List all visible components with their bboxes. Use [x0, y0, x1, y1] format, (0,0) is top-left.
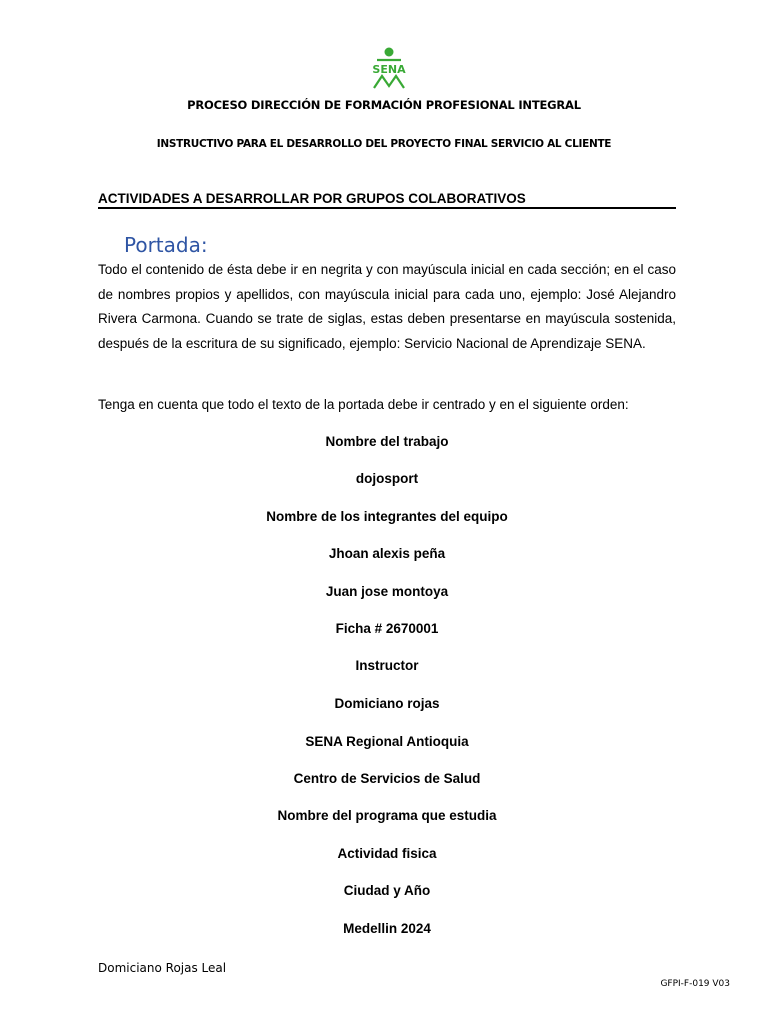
cover-line: Instructor: [355, 658, 419, 673]
svg-text:SENA: SENA: [372, 63, 406, 76]
instructivo-header: INSTRUCTIVO PARA EL DESARROLLO DEL PROYECTO FINAL SERVICIO AL CLIENTE: [156, 138, 612, 150]
process-header: PROCESO DIRECCIÓN DE FORMACIÓN PROFESIONAL INTEGRAL: [187, 98, 581, 112]
cover-line: Nombre de los integrantes del equipo: [266, 509, 508, 524]
cover-line: Nombre del trabajo: [325, 434, 449, 449]
portada-heading: Portada:: [124, 233, 208, 257]
cover-line: Nombre del programa que estudia: [277, 808, 497, 823]
cover-line: Actividad fisica: [337, 846, 437, 861]
sena-logo: [366, 46, 412, 90]
cover-line: Jhoan alexis peña: [328, 546, 446, 561]
cover-line: Ciudad y Año: [343, 883, 431, 898]
cover-line: Juan jose montoya: [325, 584, 449, 599]
footer-code: GFPI-F-019 V03: [660, 979, 730, 989]
portada-paragraph: Todo el contenido de ésta debe ir en negrita y con mayúscula inicial en cada sección; en el caso de nombres propios y apellidos, con mayúscula inicial para cada uno, ejemplo: José Alejandro Rivera Carmona. Cuando se trate de siglas, estas deben presentarse en mayúscula sostenida, después de la escritura de su significado, ejemplo: Servicio Nacional de Aprendizaje SENA.: [98, 262, 676, 351]
cover-line: Centro de Servicios de Salud: [293, 771, 481, 786]
cover-line: Medellin 2024: [343, 921, 431, 936]
footer-author: Domiciano Rojas Leal: [98, 961, 227, 975]
cover-line: dojosport: [355, 471, 419, 486]
cover-line: Ficha # 2670001: [335, 621, 439, 636]
section-title: ACTIVIDADES A DESARROLLAR POR GRUPOS COLABORATIVOS: [98, 191, 676, 209]
cover-line: SENA Regional Antioquia: [305, 734, 469, 749]
cover-line: Domiciano rojas: [334, 696, 440, 711]
portada-instruction: Tenga en cuenta que todo el texto de la portada debe ir centrado y en el siguiente orden:: [98, 397, 629, 412]
